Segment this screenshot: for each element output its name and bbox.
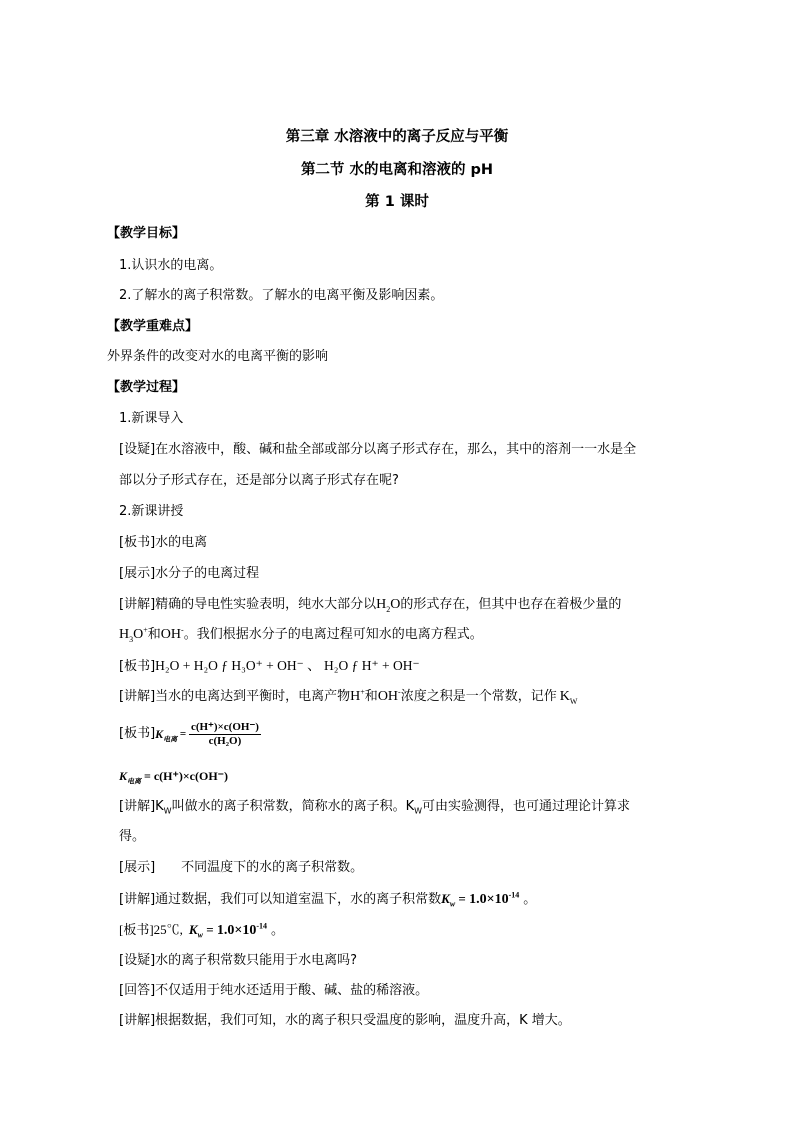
objective-item-1: 1.认识水的电离。 bbox=[119, 258, 223, 273]
question-2: [设疑]水的离子积常数只能用于水电离吗? bbox=[119, 953, 358, 968]
section-title: 第二节 水的电离和溶液的 pH bbox=[300, 162, 494, 178]
chapter-title: 第三章 水溶液中的离子反应与平衡 bbox=[285, 129, 509, 145]
show-note-2: [展示] 不同温度下的水的离子积常数。 bbox=[119, 860, 364, 875]
question-1-line-1: [设疑]在水溶液中，酸、碱和盐全部或部分以离子形式存在，那么，其中的溶剂一一水是全 bbox=[119, 442, 637, 457]
board-equation-ionization: [板书]H₂O + H₂O ƒ H₃O⁺ + OH⁻ 、 H₂O ƒ H⁺ + OH⁻ bbox=[119, 658, 420, 674]
show-note-1: [展示]水分子的电离过程 bbox=[119, 566, 260, 581]
step-1-label: 1.新课导入 bbox=[119, 411, 184, 426]
keypoints-heading: 【教学重难点】 bbox=[107, 319, 199, 334]
question-1-line-2: 部以分子形式存在，还是部分以离子形式存在呢? bbox=[119, 473, 399, 488]
board-note-1: [板书]水的电离 bbox=[119, 535, 208, 550]
objectives-heading: 【教学目标】 bbox=[107, 226, 186, 241]
ionization-equation: H₂O + H₂O ƒ H₃O⁺ + OH⁻ 、 H₂O ƒ H⁺ + OH⁻ bbox=[155, 658, 420, 673]
explain-3-line-1: [讲解]$K_W$叫做水的离子积常数，简称水的离子积。$K_W$可由实验测得，也可通过理论计算求 bbox=[119, 799, 631, 816]
explain-1-line-2: $H_3O^+$和OH-。我们根据水分子的电离过程可知水的电离方程式。 bbox=[119, 625, 483, 644]
explain-1-line-1: [讲解]精确的导电性实验表明，纯水大部分以$H_2O$的形式存在，但其中也存在着极少量的 bbox=[119, 597, 622, 614]
process-heading: 【教学过程】 bbox=[107, 380, 186, 395]
equilibrium-fraction: $\frac{c(H^+)\times c(OH^-)}{\text{c(H₂O)}}$ bbox=[190, 720, 259, 747]
step-2-label: 2.新课讲授 bbox=[119, 504, 184, 519]
objective-item-2: 2.了解水的离子积常数。了解水的电离平衡及影响因素。 bbox=[119, 288, 444, 303]
board-note-kw: [板书]25℃, $K_w = 1.0\times 10^{-14}$ 。 bbox=[119, 921, 285, 940]
answer-1: [回答]不仅适用于纯水还适用于酸、碱、盐的稀溶液。 bbox=[119, 983, 429, 998]
lesson-title: 第 1 课时 bbox=[365, 194, 429, 210]
keypoints-text: 外界条件的改变对水的电离平衡的影响 bbox=[107, 349, 329, 364]
explain-5: [讲解]根据数据，我们可知，水的离子积只受温度的影响，温度升高，K 增大。 bbox=[119, 1013, 571, 1028]
board-ion-product: $K_{电离} = c(H^+)\times c(OH^-)$ bbox=[119, 769, 229, 786]
explain-4: [讲解]通过数据，我们可以知道室温下，水的离子积常数$K_w = 1.0\times 10^{-14}$ 。 bbox=[119, 890, 537, 909]
explain-3-line-2: 得。 bbox=[119, 829, 146, 844]
board-equilibrium-constant: [板书]$K_{电离}$ = $\frac{c(H^+)\times c(OH^-)}{\text{c(H₂O)}}$ bbox=[119, 720, 259, 747]
explain-2: [讲解]当水的电离达到平衡时，电离产物H+和OH-浓度之积是一个常数，记作 $K_W$ bbox=[119, 687, 578, 706]
